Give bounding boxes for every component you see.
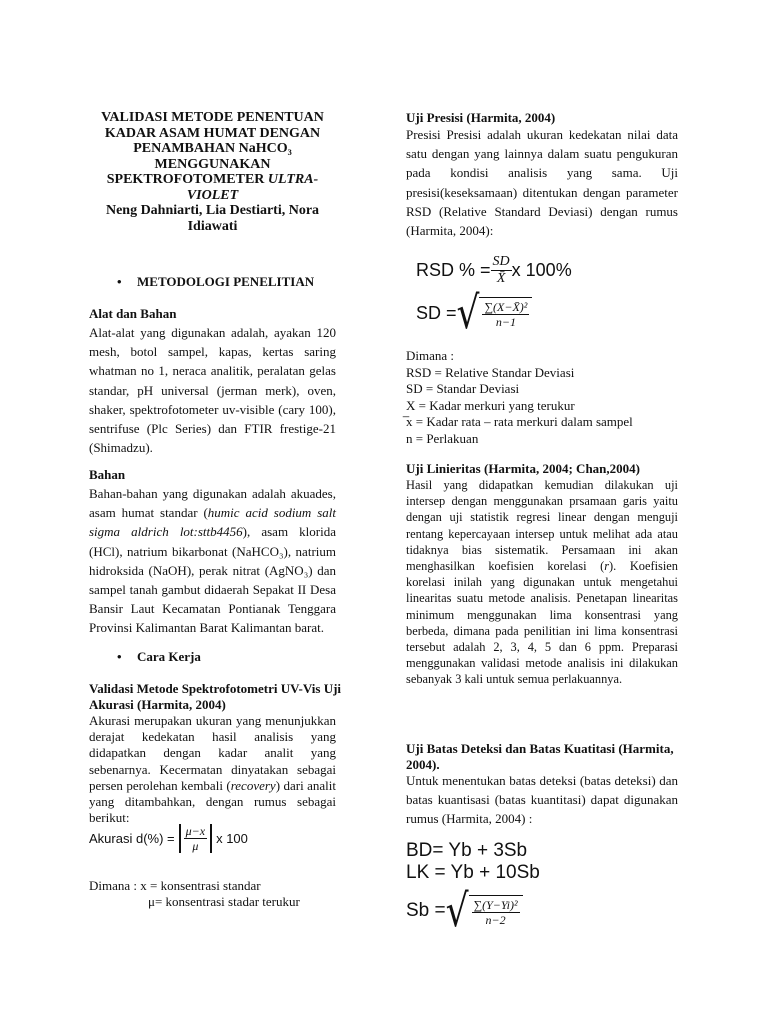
section-metodologi [0,274,400,290]
paper-title [89,110,336,234]
subheading-presisi: Uji Presisi (Harmita, 2004) [406,110,556,125]
sd-label: SD = [416,302,457,323]
dimana-line: X = Kadar merkuri yang terukur [406,397,575,413]
square-root-icon: √ [456,287,480,339]
sb-radicand [469,895,523,927]
akurasi-multiplier: x 100 [216,830,248,846]
sb-formula [406,886,523,936]
paragraph-linieritas: Hasil yang didapatkan kemudian dilakukan uji intersep dengan menggunakan prsamaan garis yaitu dengan uji statistik regresi linear dengan menguji rentang kepercayaan intersep untuk melihat ada atau tidaknya bias sistematik. Persamaan ini akan menghasilkan koefisien korelasi (r). Koefisien korelasi inilah yang digunakan untuk mengetahui linearitas suatu metode analisis. Penetapan linearitas minimum menggunakan lima konsentrasi yang berbeda, dimana pada penilitian ini lima konsentrasi tersebut adalah 2, 3, 4, 5 dan 6 ppm. Preparasi menggunakan validasi metode analisis ini dilakukan sebanyak 3 kali untuk semua perlakuannya. [406,478,678,687]
subheading-bahan: Bahan [89,467,126,482]
akurasi-fraction: $\frac{\mu-x}{\mu}$ [185,823,206,853]
subheading-alat: Alat dan Bahan [89,306,177,321]
dimana-mu: μ= konsentrasi stadar terukur [148,894,300,909]
dimana-x: Dimana : x = konsentrasi standar [89,878,261,893]
akurasi-formula [89,816,248,860]
sb-label: Sb = [406,900,446,921]
subheading-batas: Uji Batas Deteksi dan Batas Kuatitasi (Harmita, 2004). [406,741,674,772]
section-metodologi-text: METODOLOGI PENELITIAN [137,274,315,289]
paragraph-alat: Alat-alat yang digunakan adalah, ayakan 120 mesh, botol sampel, kapas, kertas saring whatman no 1, neraca analitik, peralatan gelas standar, pH universal (jerman merk), oven, shaker, spektrofotometer uv-visible (cary 100), sentrifuse (Plc Series) dan FTIR frestige-21 (Shimadzu). [89,325,336,456]
rsd-multiplier: x 100% [511,259,572,280]
linieritas-italic: r [604,559,610,574]
square-root-icon: √ [445,885,469,937]
authors: Neng Dahniarti, Lia Destiarti, Nora Idiawati [105,203,320,234]
dimana-list [406,348,678,448]
dimana-line: n = Perlakuan [406,430,479,446]
section-cara-kerja [0,649,300,665]
subheading-linieritas: Uji Linieritas (Harmita, 2004; Chan,2004) [406,461,640,476]
sd-radicand [479,297,532,329]
rsd-label: RSD % = [416,259,491,280]
paragraph-presisi: Presisi Presisi adalah ukuran kedekatan nilai data satu dengan yang lainnya dalam suatu pengukuran pada kondisi analisis yang sama. Uji presisi(keseksamaan) ditentukan dengan parameter RSD (Relative Standard Deviasi) dengan rumus (Harmita, 2004): [406,127,678,239]
section-cara-text: Cara Kerja [137,649,201,664]
title-text: VALIDASI METODE PENENTUAN KADAR ASAM HUMAT DENGAN PENAMBAHAN NaHCO₃ MENGGUNAKAN SPEKTROFOTOMETER [101,110,324,187]
bd-formula: BD= Yb + 3Sb [406,840,528,861]
sd-formula [416,287,532,339]
rsd-fraction: $\frac{SD}{X̄}$ [492,253,510,286]
paragraph-bahan: Bahan-bahan yang digunakan adalah akuades, asam humat standar (humic acid sodium salt sigma aldrich lot:sttb4456), asam klorida (HCl), natrium bikarbonat (NaHCO₃), natrium hidroksida (NaOH), perak nitrat (AgNO₃) dan sampel tanah gambut didaerah Sepakat II Desa Bansir Laut Kecamatan Pontianak Tenggara Provinsi Kalimantan Barat Kalimantan barat. [89,486,337,636]
akurasi-italic: recovery [230,777,276,793]
dimana-line: SD = Standar Deviasi [406,381,520,397]
paragraph-akurasi: Akurasi merupakan ukuran yang menunjukkan derajat kedekatan hasil analisis yang didapatkan dengan kadar analit yang sebenarnya. Kecermatan dinyatakan sebagai persen perolehan kembali (recovery) dari analit yang ditambahkan, dengan rumus sebagai berikut: [89,713,336,826]
sb-fraction: $\frac{\text{∑(Y−Yi)²}}{n-2}$ [473,898,518,927]
lk-formula: LK = Yb + 10Sb [406,862,540,883]
dimana-line: RSD = Relative Standar Deviasi [406,364,575,380]
bullet-icon: • [117,274,122,289]
akurasi-label: Akurasi d(%) = [89,830,175,846]
rsd-formula [416,250,572,290]
sd-fraction: $\frac{\text{∑(X−X̄)²}}{n-1}$ [484,300,528,329]
dimana-line: ̅x = Kadar rata – rata merkuri dalam sampel [406,414,633,430]
dimana-line: Dimana : [406,348,455,363]
bullet-icon: • [117,649,122,664]
subheading-validasi: Validasi Metode Spektrofotometri UV-Vis Uji Akurasi (Harmita, 2004) [89,681,342,712]
absolute-value-bars [179,824,212,853]
bahan-italic: humic acid sodium salt sigma aldrich lot:sttb4456 [89,505,337,540]
title-italic: ULTRA-VIOLET [186,172,319,203]
paragraph-batas: Untuk menentukan batas deteksi (batas deteksi) dan batas kuantisasi (batas kuantitasi) dapat digunakan rumus (Harmita, 2004) : [406,773,678,827]
